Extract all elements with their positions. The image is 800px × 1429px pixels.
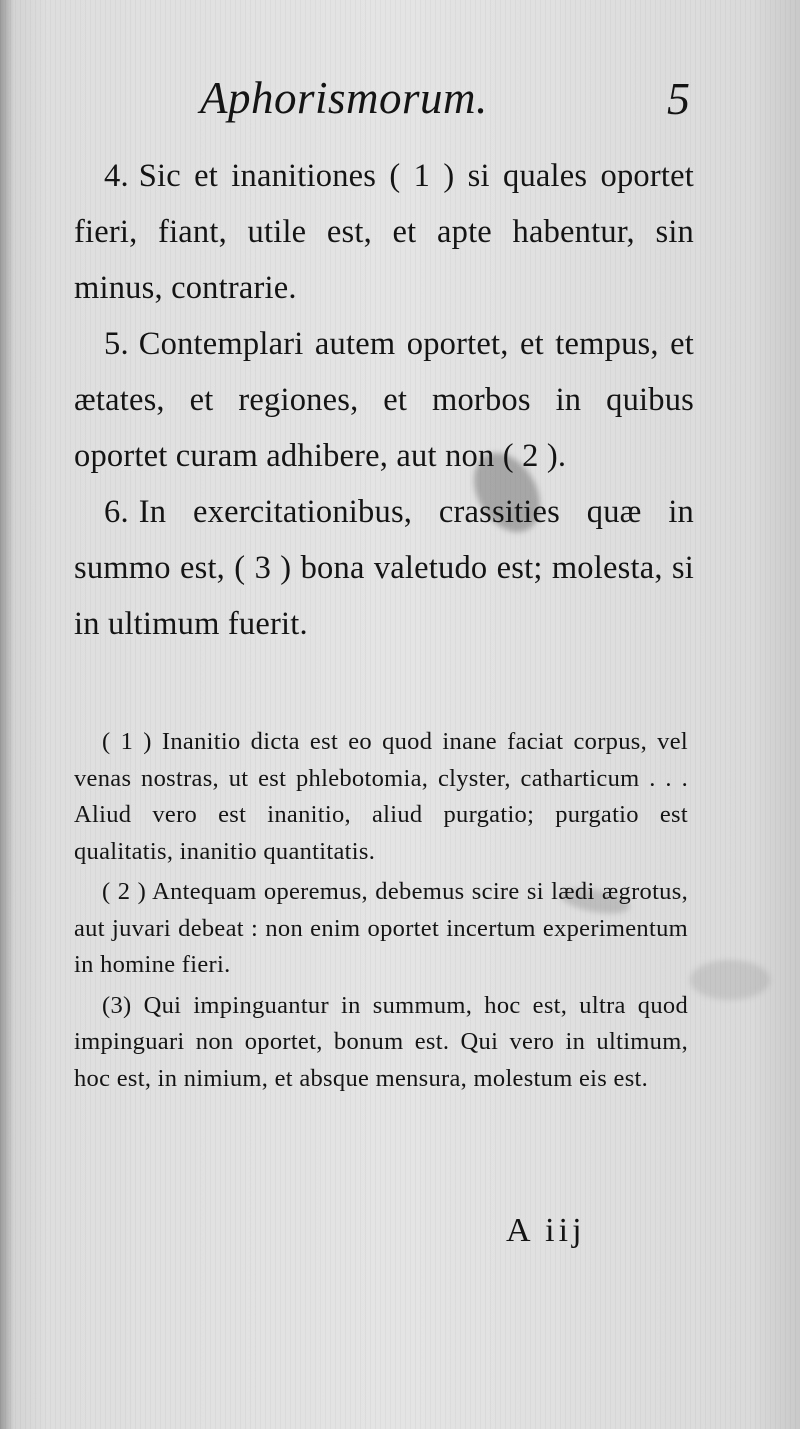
footnote-marker: ( 1 ) — [102, 728, 152, 755]
footnote-2 — [74, 874, 688, 984]
ink-stain — [690, 960, 770, 1000]
footnote-marker: ( 2 ) — [102, 878, 147, 905]
running-head: Aphorismorum. — [200, 73, 488, 123]
aphorism-4 — [74, 148, 694, 316]
aphorism-text: In exercitationibus, crassities quæ in summo est, ( 3 ) bona valetudo est; molesta, si in ultimum fuerit. — [74, 494, 694, 642]
footnote-text: Antequam operemus, debemus scire si lædi ægrotus, aut juvari debeat : non enim oportet incertum experimentum in homine fieri. — [74, 878, 688, 978]
aphorism-text: Sic et inanitiones ( 1 ) si quales oportet fieri, fiant, utile est, et apte habentur, sin minus, contrarie. — [74, 158, 694, 306]
aphorism-block — [74, 148, 694, 652]
footnote-text: Inanitio dicta est eo quod inane faciat corpus, vel venas nostras, ut est phlebotomia, clyster, catharticum . . . Aliud vero est inanitio, aliud purgatio; purgatio est qualitatis, inanitio quantitatis. — [74, 728, 688, 865]
footnote-1 — [74, 724, 688, 870]
aphorism-number: 6. — [104, 494, 129, 530]
footnotes — [74, 724, 688, 1101]
gutter-shadow — [0, 0, 14, 1429]
page-header — [200, 72, 690, 136]
footnote-marker: (3) — [102, 991, 132, 1019]
footnote-text: Qui impinguantur in summum, hoc est, ultra quod impinguari non oportet, bonum est. Qui vero in ultimum, hoc est, in nimium, et absque mensura, molestum eis est. — [74, 991, 689, 1092]
aphorism-6 — [74, 484, 694, 652]
page-number: 5 — [667, 73, 690, 124]
aphorism-number: 5. — [104, 326, 129, 362]
aphorism-number: 4. — [104, 158, 129, 194]
signature-mark: A iij — [506, 1212, 586, 1249]
aphorism-text: Contemplari autem oportet, et tempus, et ætates, et regiones, et morbos in quibus oportet curam adhibere, aut non ( 2 ). — [74, 326, 694, 474]
footnote-3 — [74, 988, 688, 1098]
aphorism-5 — [74, 316, 694, 484]
